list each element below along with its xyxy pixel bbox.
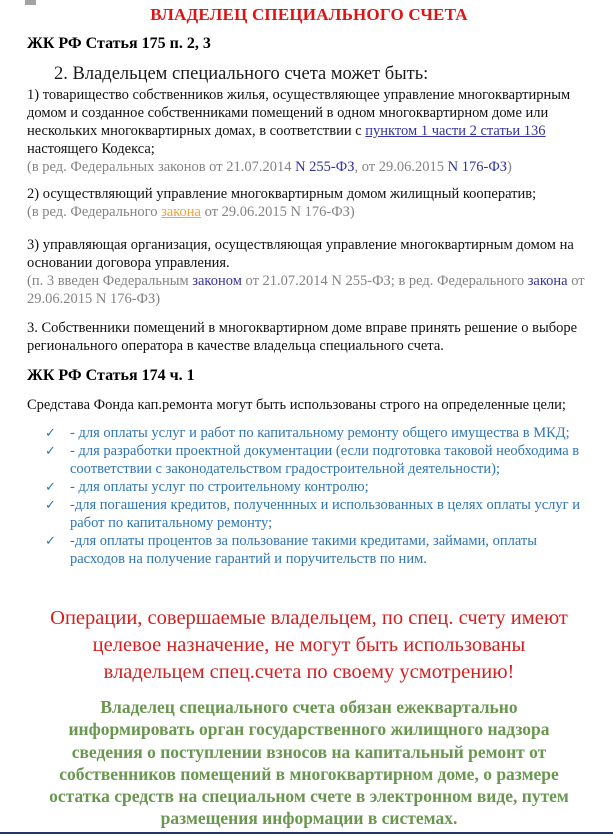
- list-item-text: -для оплаты процентов за пользование такими кредитами, займами, оплаты расходов на получение гарантий и поручительств по ним.: [70, 533, 537, 567]
- paragraph-item-2: [27, 185, 591, 221]
- paragraph-item-1: [27, 86, 591, 176]
- list-item-text: -для погашения кредитов, полученнных и использованных в целях оплаты услуг и работ по капитальному ремонту;: [70, 497, 580, 531]
- paragraph-point-3: 3. Собственники помещений в многоквартирном доме вправе принять решение о выборе регионального оператора в качестве владельца специального счета.: [27, 320, 578, 354]
- article-175-heading: ЖК РФ Статья 175 п. 2, 3: [27, 35, 211, 52]
- list-item-text: - для оплаты услуг по строительному контролю;: [70, 479, 369, 495]
- warning-line: владельцем спец.счета по своему усмотрению!: [103, 661, 515, 683]
- list-item: [45, 424, 591, 442]
- point-2-heading: 2. Владельцем специального счета может быть:: [54, 64, 429, 84]
- article-174-heading: ЖК РФ Статья 174 ч. 1: [27, 367, 195, 384]
- warning-line: Операции, совершаемые владельцем, по спец. счету имеют: [50, 607, 568, 629]
- checkmark-icon: ✓: [45, 498, 56, 513]
- obligation-line: Владелец специального счета обязан ежеквартально: [100, 697, 518, 717]
- obligation-line: собственников помещений в многоквартирном доме, о размере: [59, 763, 559, 784]
- list-item: [45, 478, 591, 496]
- document-title: ВЛАДЕЛЕЦ СПЕЦИАЛЬНОГО СЧЕТА: [150, 5, 468, 24]
- obligation-line: остатка средств на специальном счете в электронном виде, путем: [49, 786, 569, 807]
- list-item-text: - для разработки проектной документации (если подготовка таковой необходима в соответствии с законодательством градостроительной деятельности);: [70, 443, 580, 477]
- warning-paragraph: [27, 605, 591, 686]
- link-n-255-fz[interactable]: N 255-ФЗ: [295, 159, 355, 175]
- edit-note-2-text: (в ред. Федерального: [27, 204, 162, 220]
- obligation-line: сведения о поступлении взносов на капитальный ремонт от: [71, 741, 547, 762]
- edit-note-1: [27, 158, 591, 176]
- edit-note-1-text: (в ред. Федеральных законов от 21.07.2014: [27, 159, 296, 175]
- list-item: [45, 532, 591, 568]
- edit-note-1-text-3: ): [507, 159, 512, 175]
- fund-goals-list: [45, 424, 591, 568]
- item-2-text: 2) осуществляющий управление многоквартирным домом жилищный кооператив;: [27, 186, 537, 202]
- warning-line: целевое назначение, не могут быть использованы: [92, 634, 526, 656]
- item-3-text: 3) управляющая организация, осуществляющая управление многоквартирным домом на основании договора управления.: [27, 237, 574, 271]
- checkmark-icon: ✓: [45, 444, 56, 459]
- paragraph-item-3: [27, 236, 591, 308]
- list-item-text: - для оплаты услуг и работ по капитальному ремонту общего имущества в МКД;: [70, 425, 570, 441]
- page-corner-artifact: [25, 0, 36, 5]
- checkmark-icon: ✓: [45, 534, 56, 549]
- item-1-tail: настоящего Кодекса;: [27, 141, 155, 157]
- list-item: [45, 496, 591, 532]
- edit-note-2-text-2: от 29.06.2015 N 176-ФЗ): [201, 204, 355, 220]
- checkmark-icon: ✓: [45, 480, 56, 495]
- link-zakona-orange[interactable]: закона: [161, 204, 201, 220]
- link-punkt-1-chast-2-stati-136[interactable]: пунктом 1 части 2 статьи 136: [365, 123, 546, 139]
- edit-note-3-text-2: от 21.07.2014 N 255-ФЗ; в ред. Федерального: [241, 273, 528, 289]
- link-n-176-fz[interactable]: N 176-ФЗ: [447, 159, 508, 175]
- edit-note-1-text-2: , от 29.06.2015: [354, 159, 448, 175]
- list-item: [45, 442, 591, 478]
- link-zakonom[interactable]: законом: [192, 273, 242, 289]
- edit-note-3-text: (п. 3 введен Федеральным: [27, 273, 193, 289]
- obligation-line: размещения информации в системах.: [160, 808, 458, 829]
- edit-note-3-text-3: от 29.06.2015 N 176-ФЗ): [27, 273, 585, 307]
- obligation-line: информировать орган государственного жилищного надзора: [68, 719, 550, 740]
- bottom-divider: [0, 832, 613, 834]
- obligation-paragraph: [27, 696, 591, 830]
- item-1-text: 1) товарищество собственников жилья, осуществляющее управление многоквартирным домом и созданное собственниками помещений в одном многоквартирном доме или нескольких многоквартирных домах, в соответствии с: [27, 87, 571, 139]
- edit-note-2: [27, 203, 591, 221]
- link-zakona[interactable]: закона: [527, 273, 568, 289]
- edit-note-3: [27, 272, 591, 308]
- checkmark-icon: ✓: [45, 426, 56, 441]
- article-174-intro: Средстава Фонда кап.ремонта могут быть использованы строго на определенные цели;: [27, 397, 566, 413]
